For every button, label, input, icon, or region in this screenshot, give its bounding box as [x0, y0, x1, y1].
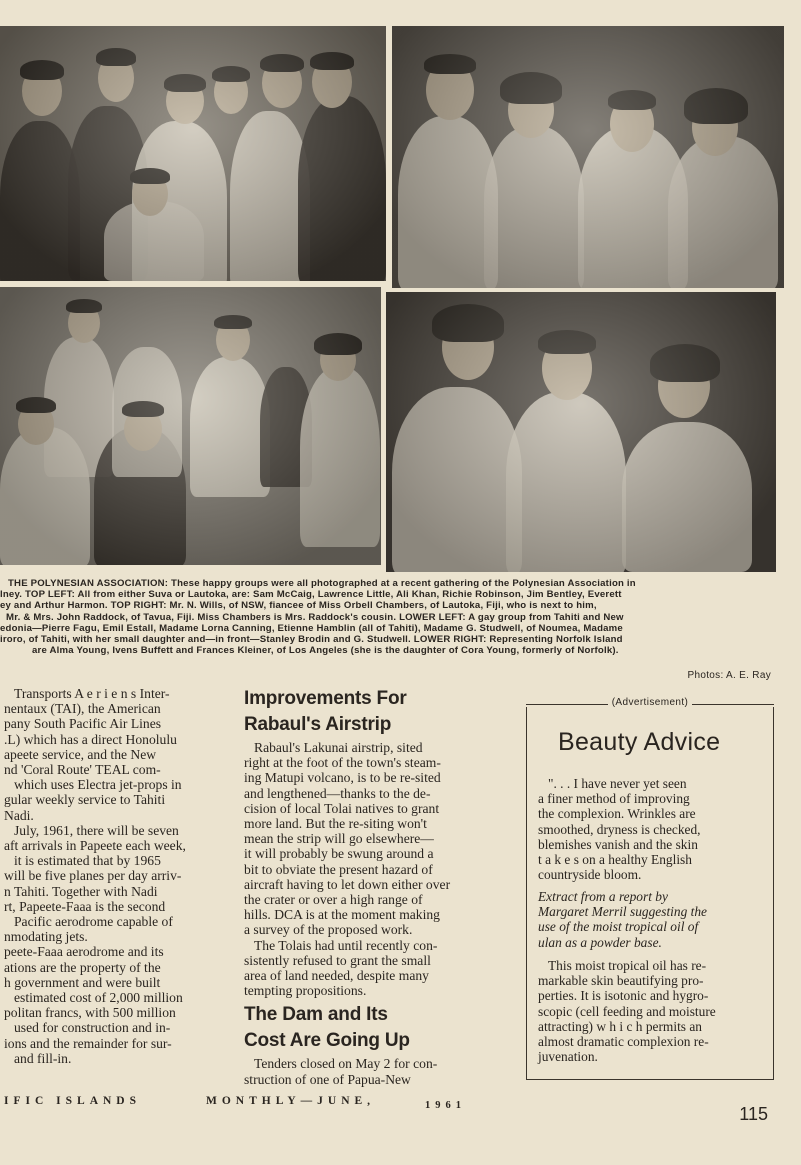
text-line: gular weekly service to Tahiti [4, 792, 166, 808]
text-line: markable skin beautifying pro- [538, 973, 704, 989]
text-line: hills. DCA is at the moment making [244, 907, 440, 923]
text-line: peete-Faaa aerodrome and its [4, 944, 164, 960]
text-line: ations are the property of the [4, 959, 161, 975]
text-line: cision of local Tolai natives to grant [244, 800, 440, 816]
text-line: mean the strip will go elsewhere— [244, 831, 434, 847]
text-line: rt, Papeete-Faaa is the second [4, 898, 166, 914]
text-line: juvenation. [538, 1049, 598, 1065]
heading-rabaul-airstrip [244, 686, 500, 738]
text-line: n Tahiti. Together with Nadi [4, 883, 158, 899]
heading-line: The Dam and Its [244, 1004, 388, 1026]
text-line: ions and the remainder for sur- [4, 1035, 172, 1051]
text-line: ". . . I have never yet seen [548, 776, 687, 791]
text-line: This moist tropical oil has re- [548, 958, 707, 973]
advert-body [538, 958, 764, 1064]
text-line: tempting propositions. [244, 983, 367, 999]
text-line: Pacific aerodrome capable of [14, 914, 173, 930]
text-line: sistently refused to grant the small [244, 952, 431, 968]
caption-line: Mr. & Mrs. John Raddock, of Tavua, Fiji. Miss Chambers is Mrs. Raddock's cousin. LOWER LEFT: A gay group from Tahiti and New [6, 611, 624, 623]
advert-extract [538, 889, 764, 950]
text-line: Margaret Merril suggesting the [538, 904, 707, 920]
photo-credit: Photos: A. E. Ray [687, 670, 771, 681]
photo-caption [0, 578, 780, 656]
text-line: t a k e s on a healthy English [538, 852, 692, 868]
advert-tag-label: (Advertisement) [608, 697, 693, 708]
caption-line: ey and Arthur Harmon. TOP RIGHT: Mr. N. Wills, of NSW, fiancee of Miss Orbell Chambers, of Lautoka, Fiji, who is next to him, [0, 600, 597, 612]
text-line: The Tolais had until recently con- [254, 937, 438, 953]
caption-line: edonia—Pierre Fagu, Emil Estall, Madame Lorna Canning, Etienne Hamblin (all of Tahiti), Madame G. Studwell, of Noumea, Madame [0, 622, 623, 634]
text-line: Tenders closed on May 2 for con- [254, 1056, 438, 1072]
text-line: politan francs, with 500 million [4, 1005, 176, 1021]
text-line: and lengthened—thanks to the de- [244, 785, 431, 801]
article-paragraph [244, 938, 500, 999]
text-line: blemishes vanish and the skin [538, 836, 698, 852]
text-line: perties. It is isotonic and hygro- [538, 988, 709, 1004]
caption-line: THE POLYNESIAN ASSOCIATION: These happy groups were all photographed at a recent gathering of the Polynesian Association in [8, 578, 636, 589]
text-line: bit to obviate the present hazard of [244, 861, 433, 877]
text-line: Nadi. [4, 807, 34, 823]
text-line: and fill-in. [14, 1050, 72, 1066]
text-line: smoothed, dryness is checked, [538, 821, 701, 837]
text-line: more land. But the re-siting won't [244, 816, 427, 832]
page-number: 115 [739, 1104, 768, 1124]
text-line: July, 1961, there will be seven [14, 822, 179, 838]
text-line: the crater or over a high range of [244, 892, 423, 908]
text-line: h government and were built [4, 974, 161, 990]
caption-line: are Alma Young, Ivens Buffett and Frances Kleiner, of Los Angeles (she is the daughter of Cora Young, formerly of Norfolk). [32, 645, 619, 657]
caption-line: lney. TOP LEFT: All from either Suva or Lautoka, are: Sam McCaig, Lawrence Little, Ali Khan, Richie Robinson, Jim Bentley, Everett [0, 589, 622, 601]
advert-title: Beauty Advice [558, 728, 721, 756]
photo-lower-left [0, 287, 381, 565]
text-line: Rabaul's Lakunai airstrip, sited [254, 740, 423, 755]
article-paragraph [244, 740, 500, 938]
photo-top-right [392, 26, 784, 288]
caption-line: iroro, of Tahiti, with her small daughter and—in front—Stanley Brodin and G. Studwell. LOWER RIGHT: Representing Norfolk Island [0, 634, 623, 646]
text-line: used for construction and in- [14, 1020, 171, 1036]
text-line: attracting) w h i c h permits an [538, 1018, 702, 1034]
footer-year: 1961 [425, 1100, 466, 1111]
text-line: a finer method of improving [538, 791, 690, 807]
text-line: scopic (cell feeding and moisture [538, 1003, 716, 1019]
text-line: Extract from a report by [538, 889, 668, 904]
heading-line: Cost Are Going Up [244, 1030, 410, 1052]
text-line: apeete service, and the New [4, 746, 157, 762]
text-line: nentaux (TAI), the American [4, 701, 161, 717]
text-line: ing Matupi volcano, is to be re-sited [244, 770, 441, 786]
text-line: almost dramatic complexion re- [538, 1034, 709, 1050]
text-line: Transports A e r i e n s Inter- [14, 686, 170, 701]
article-paragraph [244, 1056, 500, 1086]
photo-top-left [0, 26, 386, 281]
footer-issue: MONTHLY—JUNE, [206, 1095, 376, 1107]
text-line: nmodating jets. [4, 929, 88, 945]
text-line: the complexion. Wrinkles are [538, 806, 696, 822]
text-line: it will probably be swung around a [244, 846, 434, 862]
left-column [4, 686, 222, 1066]
middle-column [244, 686, 500, 1087]
heading-line: Rabaul's Airstrip [244, 714, 392, 735]
footer-publication: IFIC ISLANDS [4, 1095, 142, 1107]
heading-line: Improvements For [244, 688, 407, 709]
text-line: aircraft having to let down either over [244, 876, 451, 892]
text-line: aft arrivals in Papeete each week, [4, 838, 186, 854]
text-line: a survey of the proposed work. [244, 922, 413, 938]
text-line: which uses Electra jet-props in [14, 777, 182, 793]
text-line: nd 'Coral Route' TEAL com- [4, 762, 161, 778]
heading-dam-cost [244, 1002, 500, 1054]
text-line: pany South Pacific Air Lines [4, 716, 162, 732]
text-line: .L) which has a direct Honolulu [4, 731, 177, 747]
photo-lower-right [386, 292, 776, 572]
text-line: it is estimated that by 1965 [14, 853, 161, 869]
text-line: use of the moist tropical oil of [538, 919, 699, 935]
text-line: ulan as a powder base. [538, 934, 662, 950]
text-line: estimated cost of 2,000 million [14, 990, 183, 1006]
text-line: right at the foot of the town's steam- [244, 755, 441, 771]
text-line: area of land needed, despite many [244, 968, 429, 984]
advert-quote [538, 776, 764, 882]
text-line: struction of one of Papua-New [244, 1071, 411, 1087]
text-line: countryside bloom. [538, 867, 642, 883]
text-line: will be five planes per day arriv- [4, 868, 182, 884]
